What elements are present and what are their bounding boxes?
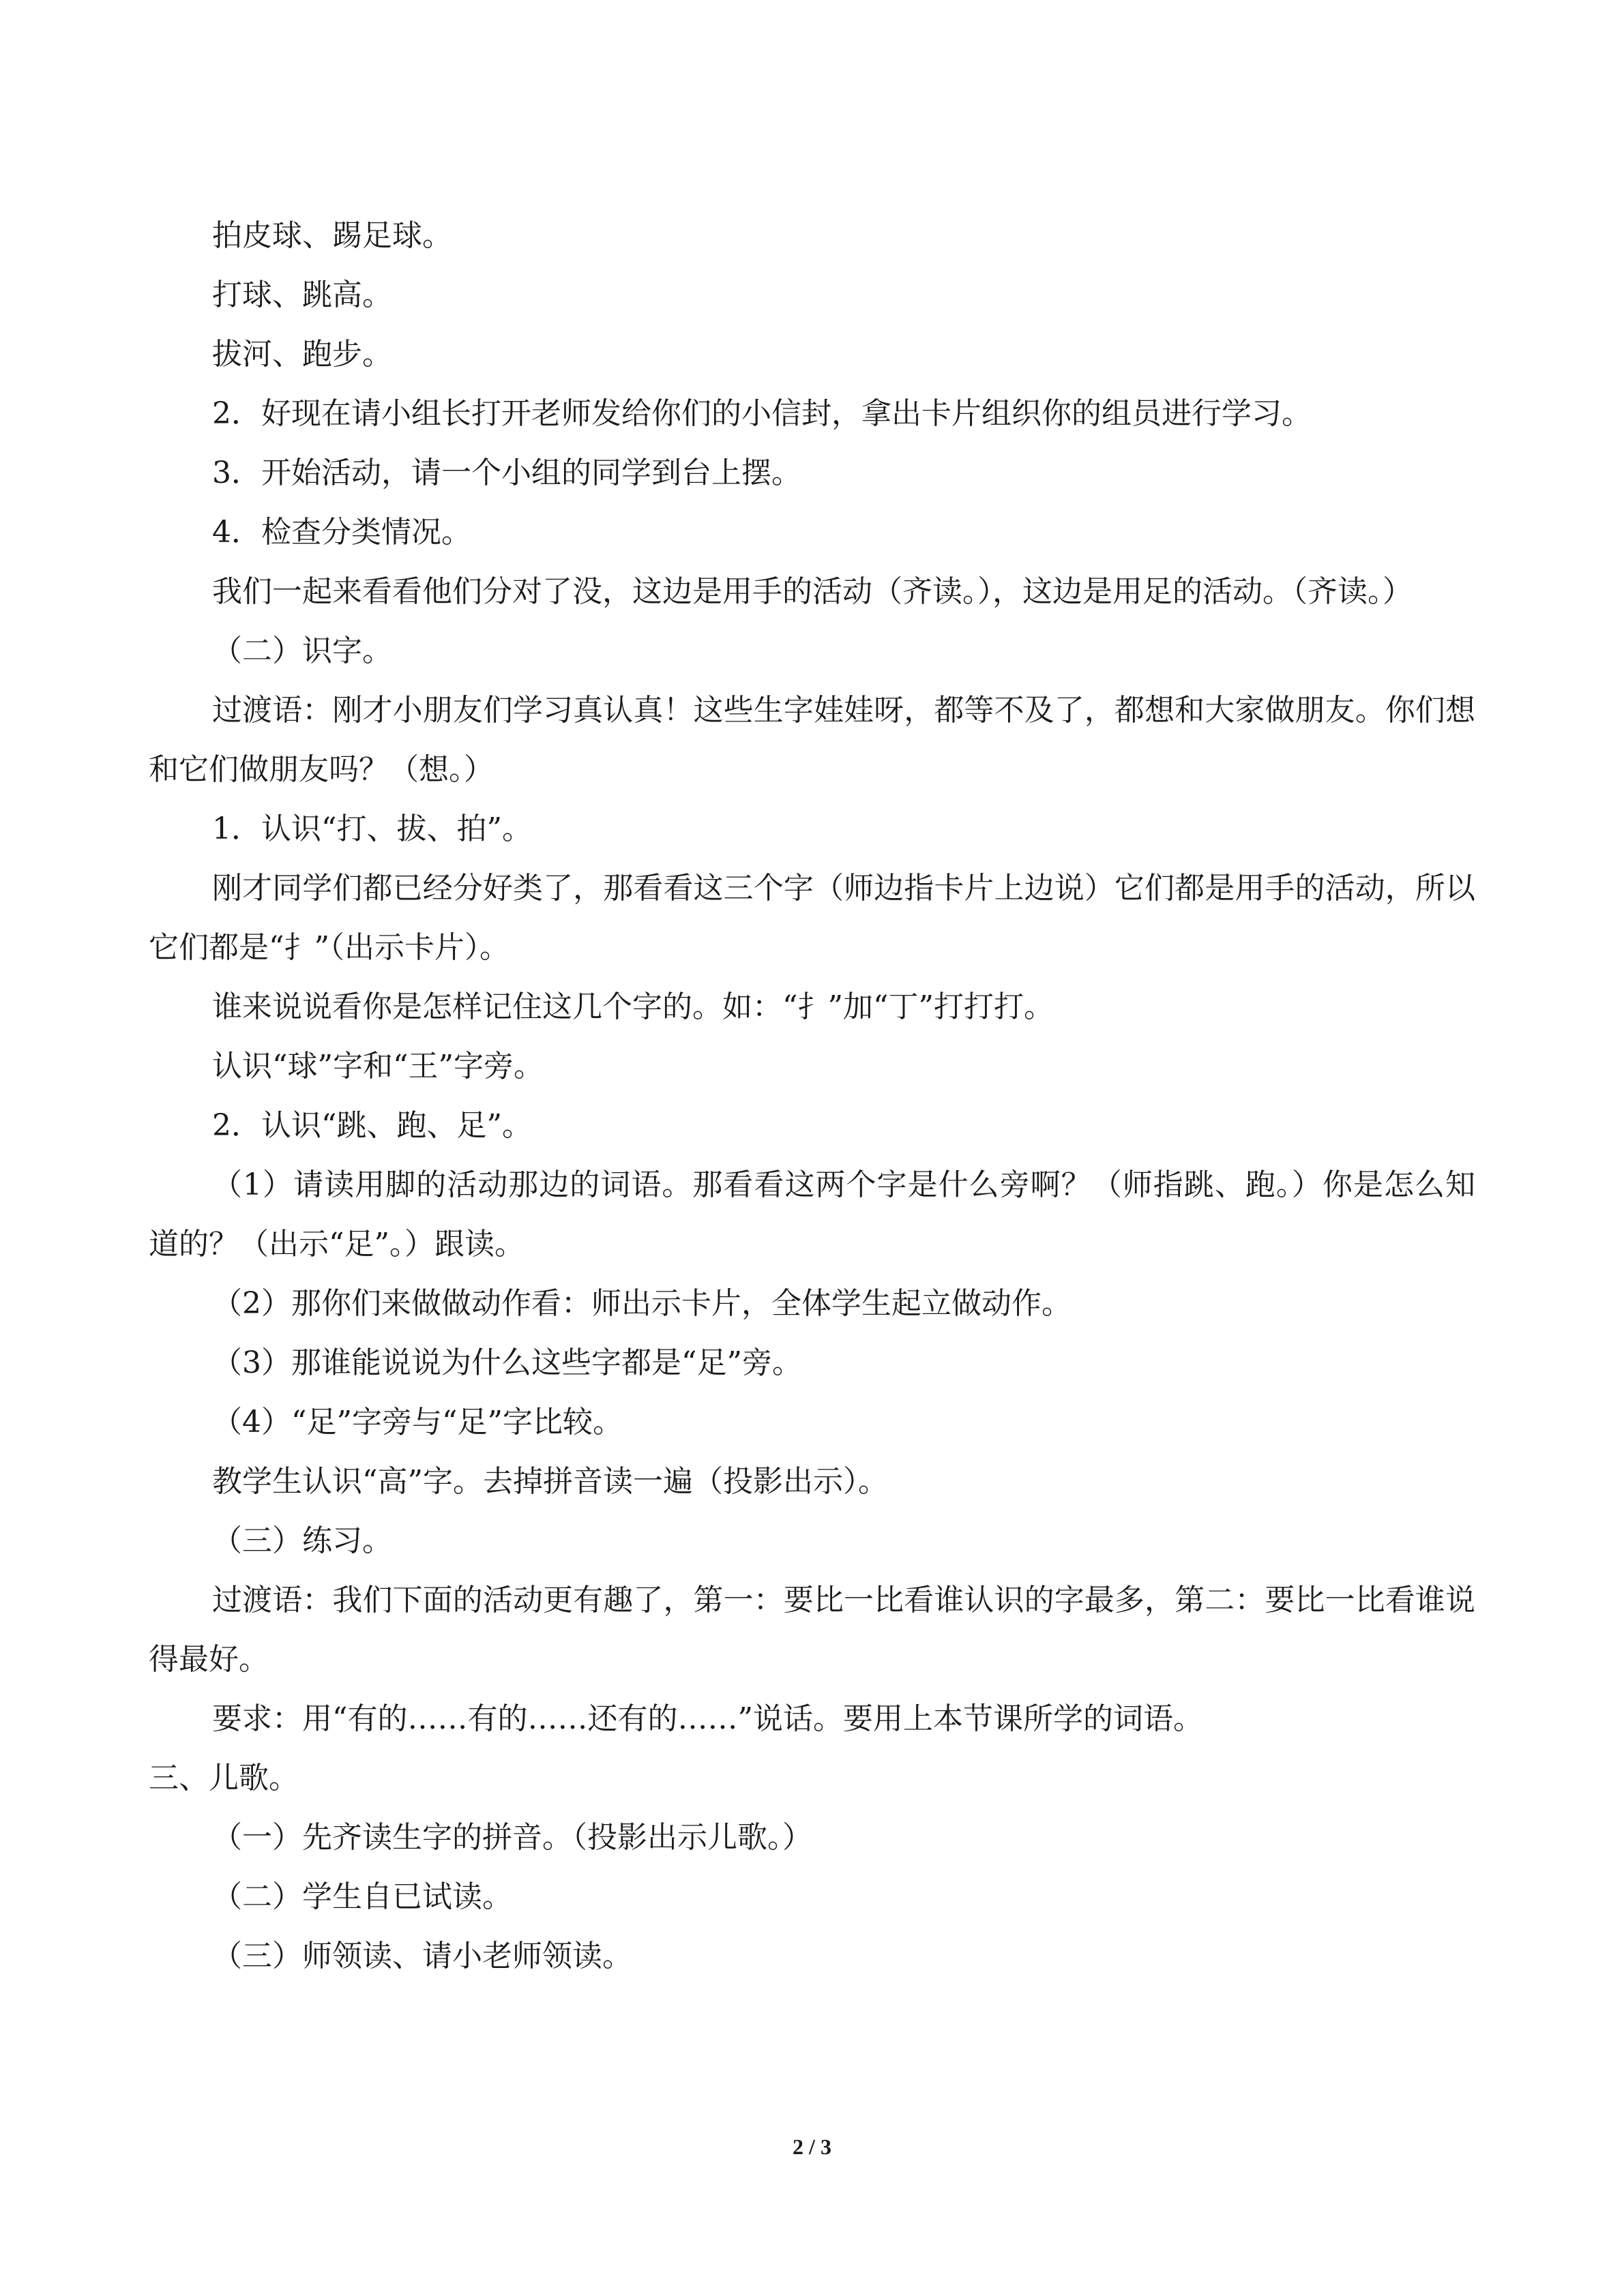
section-heading: （三）练习。 bbox=[212, 1523, 392, 1558]
paragraph: 我们一起来看看他们分对了没，这边是用手的活动（齐读。），这边是用足的活动。（齐读。） bbox=[212, 574, 1413, 609]
section-heading: （二）识字。 bbox=[212, 633, 392, 668]
paragraph: （二）学生自已试读。 bbox=[212, 1879, 512, 1914]
paragraph: 刚才同学们都已经分好类了，那看看这三个字（师边指卡片上边说）它们都是用手的活动，所以它们都是“扌”（出示卡片）。 bbox=[149, 871, 1475, 965]
paragraph: 打球、跳高。 bbox=[212, 278, 392, 312]
paragraph: 过渡语：刚才小朋友们学习真认真！这些生字娃娃呀，都等不及了，都想和大家做朋友。你们想和它们做朋友吗？（想。） bbox=[149, 693, 1475, 787]
paragraph: 1．认识“打、拔、拍”。 bbox=[212, 811, 532, 846]
paragraph: 2．认识“跳、跑、足”。 bbox=[212, 1108, 532, 1143]
page-number: 2 / 3 bbox=[793, 2134, 831, 2159]
document-body bbox=[149, 206, 1475, 1986]
section-heading: 三、儿歌。 bbox=[149, 1761, 299, 1795]
paragraph: 过渡语：我们下面的活动更有趣了，第一：要比一比看谁认识的字最多，第二：要比一比看谁说得最好。 bbox=[149, 1583, 1475, 1677]
paragraph: 认识“球”字和“王”字旁。 bbox=[212, 1049, 544, 1084]
paragraph: 2．好现在请小组长打开老师发给你们的小信封，拿出卡片组织你的组员进行学习。 bbox=[212, 396, 1312, 431]
paragraph: 拍皮球、踢足球。 bbox=[212, 218, 452, 253]
paragraph: （三）师领读、请小老师领读。 bbox=[212, 1939, 632, 1973]
paragraph: 要求：用“有的……有的……还有的……”说话。要用上本节课所学的词语。 bbox=[212, 1701, 1203, 1736]
paragraph: （3）那谁能说说为什么这些字都是“足”旁。 bbox=[212, 1345, 802, 1380]
paragraph: （1）请读用脚的活动那边的词语。那看看这两个字是什么旁啊？（师指跳、跑。）你是怎么知道的？（出示“足”。）跟读。 bbox=[149, 1167, 1475, 1262]
paragraph: （4）“足”字旁与“足”字比较。 bbox=[212, 1405, 623, 1440]
paragraph: 拔河、跑步。 bbox=[212, 337, 392, 372]
paragraph: （一）先齐读生字的拼音。（投影出示儿歌。） bbox=[212, 1820, 812, 1855]
paragraph: （2）那你们来做做动作看：师出示卡片，全体学生起立做动作。 bbox=[212, 1286, 1072, 1321]
paragraph: 教学生认识“高”字。去掉拼音读一遍（投影出示）。 bbox=[212, 1464, 888, 1499]
paragraph: 4．检查分类情况。 bbox=[212, 515, 471, 550]
paragraph: 3．开始活动，请一个小组的同学到台上摆。 bbox=[212, 456, 801, 490]
paragraph: 谁来说说看你是怎样记住这几个字的。如：“扌”加“丁”打打打。 bbox=[212, 989, 1054, 1024]
